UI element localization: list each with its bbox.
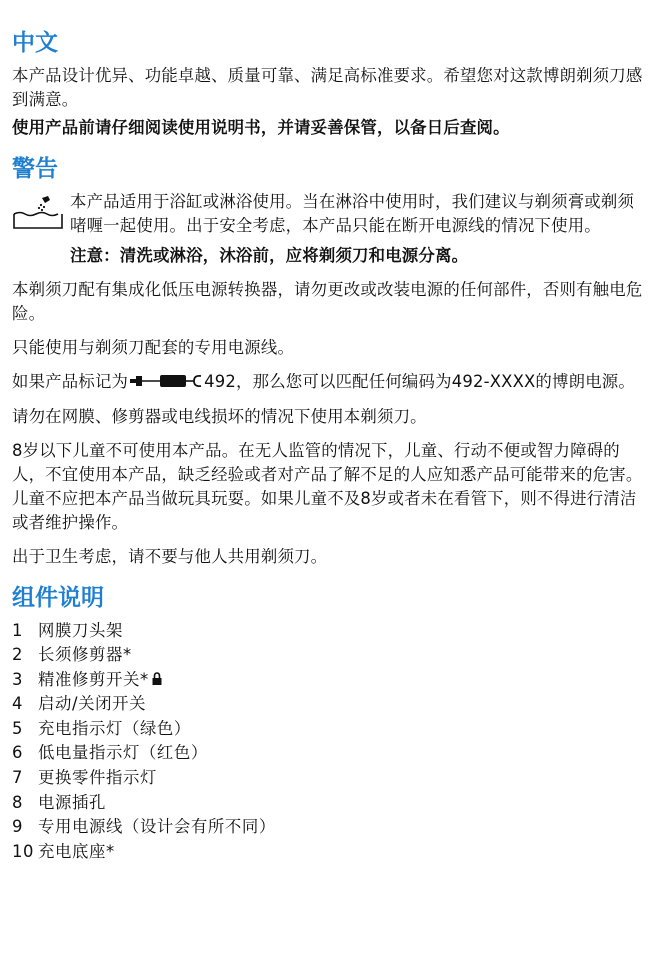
marking-paragraph bbox=[12, 370, 646, 395]
intro-paragraph: 本产品设计优异、功能卓越、质量可靠、满足高标准要求。希望您对这款博朗剃须刀感到满意。 bbox=[12, 66, 643, 109]
list-item: 2 长须修剪器* bbox=[12, 645, 132, 665]
list-item: 9 专用电源线（设计会有所不同） bbox=[12, 817, 276, 837]
language-heading: 中文 bbox=[12, 30, 58, 56]
hygiene-note: 出于卫生考虑，请不要与他人共用剃须刀。 bbox=[12, 546, 328, 566]
list-item: 3 精准修剪开关* bbox=[12, 668, 646, 693]
shower-usage-text: 本产品适用于浴缸或淋浴使用。当在淋浴中使用时，我们建议与剃须膏或剃须啫喱一起使用。出于安全考虑，本产品只能在断开电源线的情况下使用。 bbox=[70, 192, 635, 235]
warning-heading: 警告 bbox=[12, 156, 58, 182]
shower-bath-icon bbox=[12, 192, 64, 236]
list-item: 10 充电底座* bbox=[12, 841, 115, 861]
list-item: 8 电源插孔 bbox=[12, 792, 106, 812]
attention-note: 注意：清洗或淋浴，沐浴前，应将剃须刀和电源分离。 bbox=[70, 246, 469, 265]
converter-warning: 本剃须刀配有集成化低压电源转换器，请勿更改或改装电源的任何部件，否则有触电危险。 bbox=[12, 280, 643, 323]
components-list bbox=[12, 619, 646, 865]
children-warning: 8岁以下儿童不可使用本产品。在无人监管的情况下，儿童、行动不便或智力障碍的人，不宜使用本产品，缺乏经验或者对产品了解不足的人应知悉产品可能带来的危害。儿童不应把本产品当做玩具玩耍。如果儿童不及8岁或者未在看管下，则不得进行清洁或者维护操作。 bbox=[12, 440, 643, 532]
marking-prefix: 如果产品标记为 bbox=[12, 372, 129, 391]
list-item: 4 启动/关闭开关 bbox=[12, 694, 147, 714]
read-instructions-note: 使用产品前请仔细阅读使用说明书，并请妥善保管，以备日后查阅。 bbox=[12, 118, 510, 137]
shower-warning bbox=[12, 190, 646, 238]
lock-icon bbox=[152, 668, 162, 693]
list-item: 7 更换零件指示灯 bbox=[12, 768, 157, 788]
damage-warning: 请勿在网膜、修剪器或电线损坏的情况下使用本剃须刀。 bbox=[12, 406, 427, 426]
cord-only-note: 只能使用与剃须刀配套的专用电源线。 bbox=[12, 338, 295, 357]
list-item: 5 充电指示灯（绿色） bbox=[12, 718, 191, 738]
list-item: 1 网膜刀头架 bbox=[12, 620, 123, 640]
list-item: 6 低电量指示灯（红色） bbox=[12, 743, 208, 763]
plug-cord-icon bbox=[130, 371, 202, 395]
components-heading: 组件说明 bbox=[12, 584, 104, 611]
marking-suffix: ，那么您可以匹配任何编码为492-XXXX的博朗电源。 bbox=[236, 372, 635, 391]
marking-code: 492 bbox=[204, 372, 237, 391]
